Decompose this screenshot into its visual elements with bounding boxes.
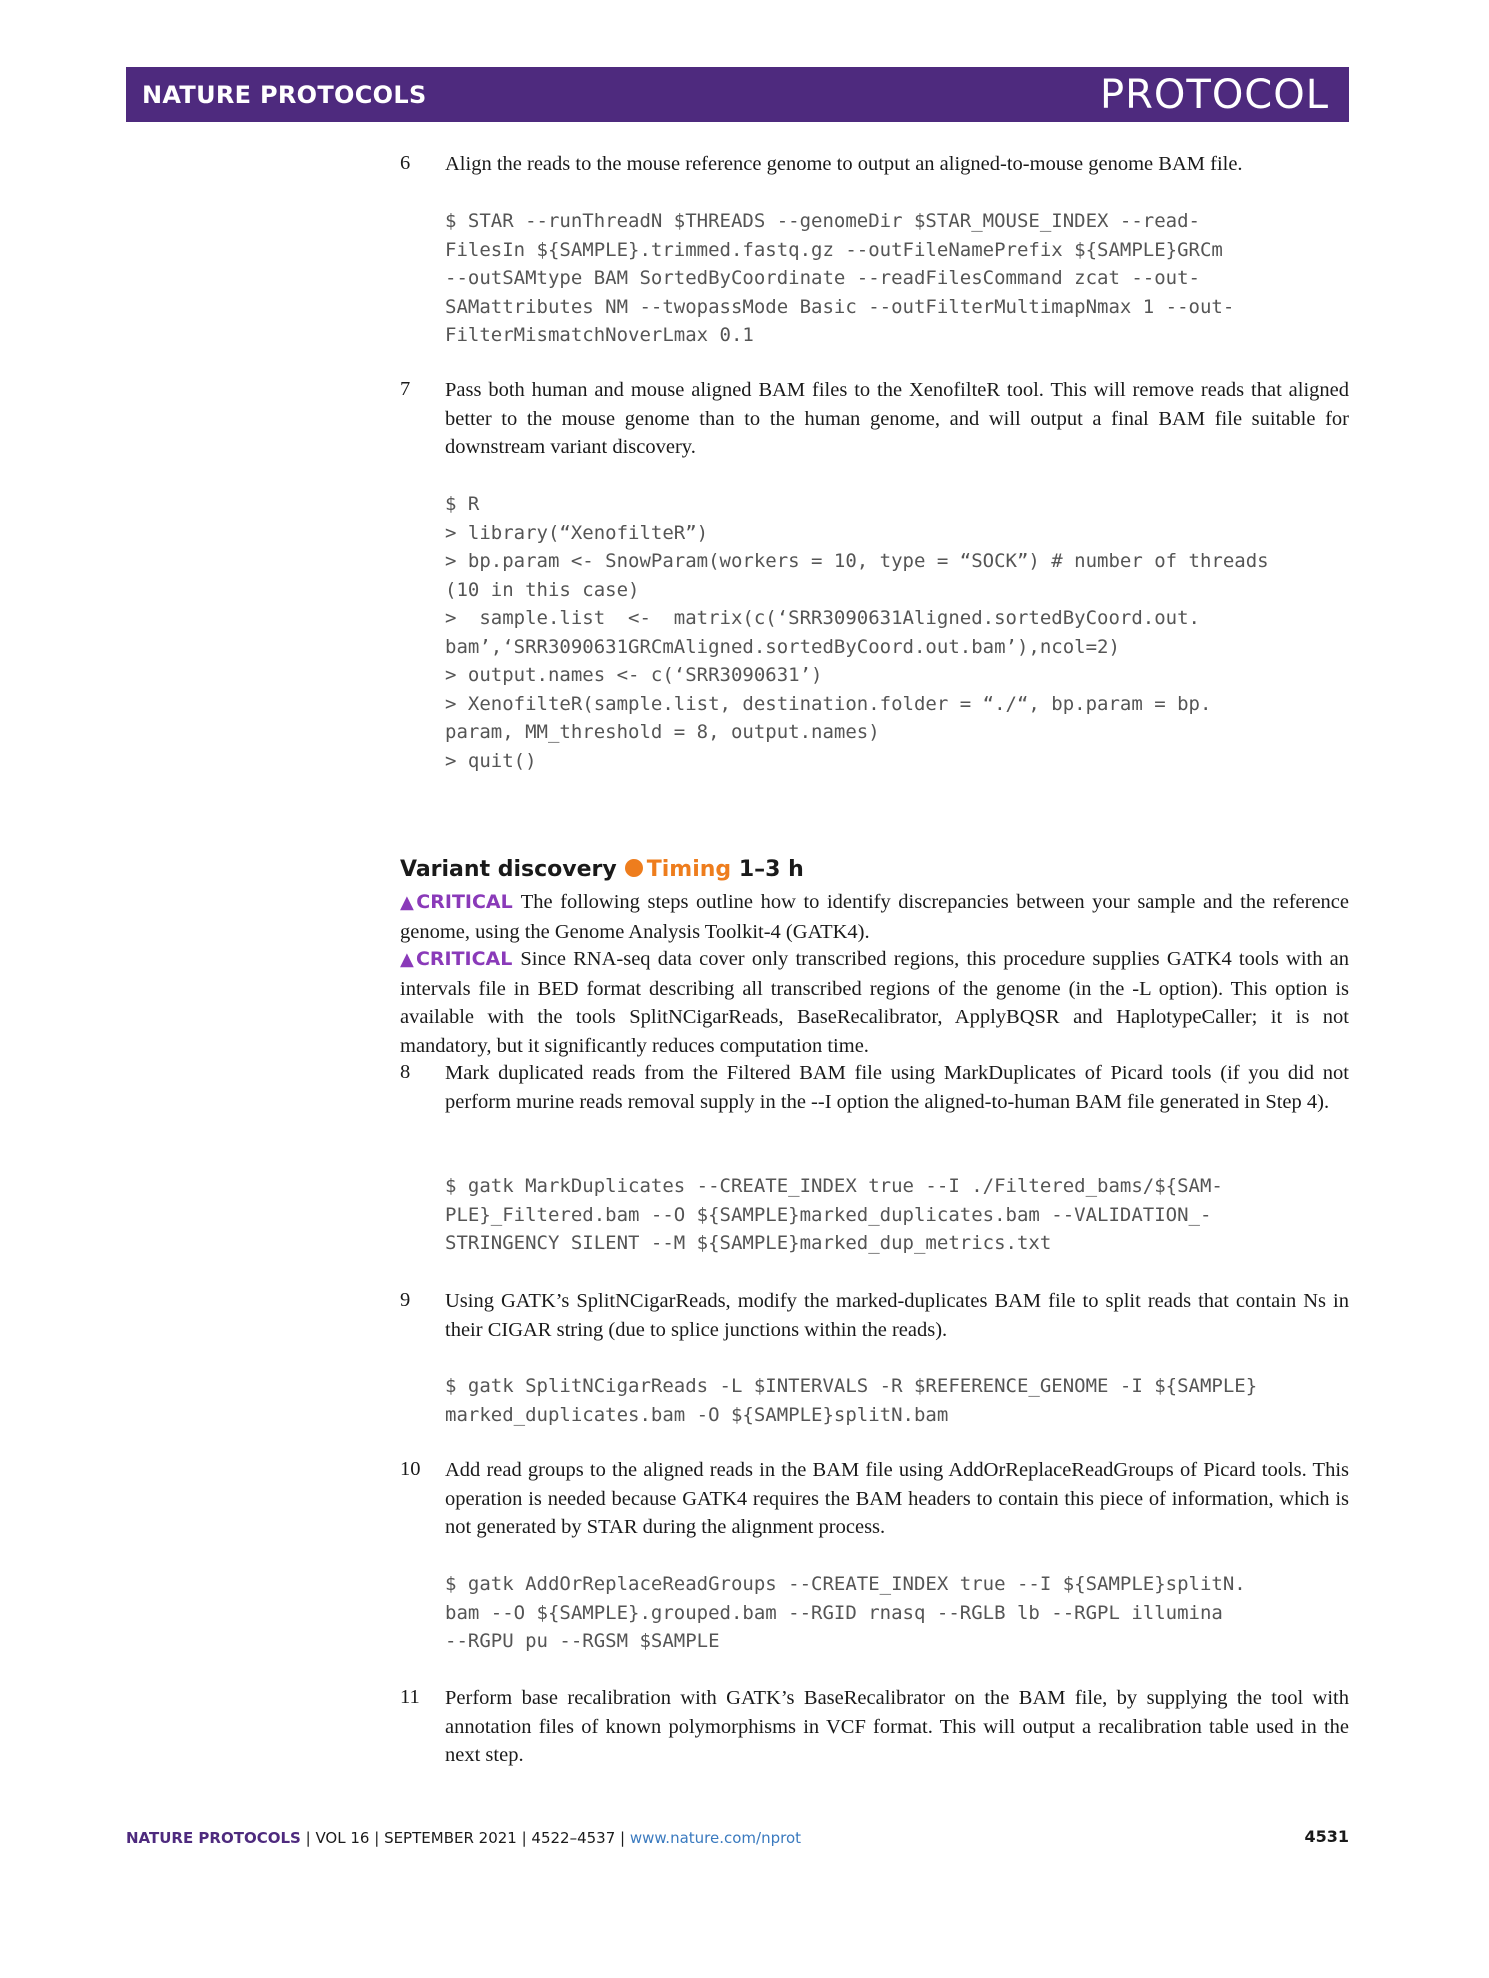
code-block: $ gatk SplitNCigarReads -L $INTERVALS -R $REFERENCE_GENOME -I ${SAMPLE} marked_duplicates.bam -O ${SAMPLE}splitN.bam [445, 1375, 1258, 1426]
footer-url-link[interactable]: www.nature.com/nprot [629, 1829, 802, 1847]
critical-note [400, 888, 1349, 946]
journal-header-bar [126, 67, 1349, 122]
step-text: Align the reads to the mouse reference genome to output an aligned-to-mouse genome BAM file. [445, 153, 1243, 175]
critical-label: ▲CRITICAL [400, 948, 513, 970]
critical-label: ▲CRITICAL [400, 891, 513, 913]
timing-value: 1–3 h [738, 857, 804, 882]
page-footer: NATURE PROTOCOLS | VOL 16 | SEPTEMBER 2021 | 4522–4537 | www.nature.com/nprot [126, 1829, 802, 1847]
article-type: PROTOCOL [1099, 72, 1329, 118]
journal-name: NATURE PROTOCOLS [142, 81, 427, 109]
section-heading [400, 857, 804, 882]
section-title: Variant discovery [400, 857, 617, 882]
footer-date: SEPTEMBER 2021 [384, 1829, 517, 1847]
step-number: 8 [400, 1061, 411, 1083]
warning-triangle-icon: ▲ [400, 949, 416, 970]
footer-volume: VOL 16 [315, 1829, 370, 1847]
critical-text: Since RNA-seq data cover only transcribed regions, this procedure supplies GATK4 tools with an intervals file in BED format describing all transcribed regions of the genome (in the -L option). This option is available with the tools SplitNCigarReads, BaseRecalibrator, ApplyBQSR and HaplotypeCaller; it is not mandatory, but it significantly reduces computation time. [400, 948, 1350, 1057]
step-text: Perform base recalibration with GATK’s BaseRecalibrator on the BAM file, by supplying the tool with annotation files of known polymorphisms in VCF format. This will output a recalibration table used in the next step. [445, 1687, 1349, 1766]
footer-journal: NATURE PROTOCOLS [126, 1829, 301, 1847]
timing-label: Timing [646, 857, 732, 882]
footer-pages: 4522–4537 [531, 1829, 616, 1847]
step-number: 11 [400, 1686, 420, 1708]
timing-dot-icon [625, 859, 643, 877]
code-block: $ R > library(“XenofilteR”) > bp.param <- SnowParam(workers = 10, type = “SOCK”) # number of threads (10 in this case) > sample.list <- matrix(c(‘SRR3090631Aligned.sortedByCoord.out. bam’,‘SRR3090631GRCmAligned.sortedByCoord.out.bam’),ncol=2) > output.names <- c(‘SRR3090631’) > XenofilteR(sample.list, destination.folder = “./“, bp.param = bp. param, MM_threshold = 8, output.names) > quit() [445, 493, 1269, 772]
step-text: Add read groups to the aligned reads in the BAM file using AddOrReplaceReadGroups of Picard tools. This operation is needed because GATK4 requires the BAM headers to contain this piece of information, which is not generated by STAR during the alignment process. [445, 1459, 1349, 1538]
code-block: $ gatk AddOrReplaceReadGroups --CREATE_INDEX true --I ${SAMPLE}splitN. bam --O ${SAMPLE}.grouped.bam --RGID rnasq --RGLB lb --RGPL illumina --RGPU pu --RGSM $SAMPLE [445, 1573, 1246, 1652]
step-number: 10 [400, 1458, 421, 1480]
warning-triangle-icon: ▲ [400, 892, 417, 913]
critical-note [400, 945, 1349, 1060]
critical-text: The following steps outline how to identify discrepancies between your sample and the reference genome, using the Genome Analysis Toolkit-4 (GATK4). [400, 891, 1349, 943]
code-block: $ gatk MarkDuplicates --CREATE_INDEX true --I ./Filtered_bams/${SAM- PLE}_Filtered.bam --O ${SAMPLE}marked_duplicates.bam --VALIDATION_- STRINGENCY SILENT --M ${SAMPLE}marked_dup_metrics.txt [445, 1175, 1223, 1254]
step-text: Mark duplicated reads from the Filtered BAM file using MarkDuplicates of Picard tools (if you did not perform murine reads removal supply in the --I option the aligned-to-human BAM file generated in Step 4). [445, 1062, 1349, 1113]
step-number: 6 [400, 152, 411, 174]
step-text: Pass both human and mouse aligned BAM files to the XenofilteR tool. This will remove reads that aligned better to the mouse genome than to the human genome, and will output a final BAM file suitable for downstream variant discovery. [445, 379, 1349, 458]
step-number: 9 [400, 1289, 411, 1311]
code-block: $ STAR --runThreadN $THREADS --genomeDir $STAR_MOUSE_INDEX --read- FilesIn ${SAMPLE}.trimmed.fastq.gz --outFileNamePrefix ${SAMPLE}GRCm --outSAMtype BAM SortedByCoordinate --readFilesCommand zcat --out- SAMattributes NM --twopassMode Basic --outFilterMultimapNmax 1 --out- FilterMismatchNoverLmax 0.1 [445, 210, 1235, 346]
step-text: Using GATK’s SplitNCigarReads, modify the marked-duplicates BAM file to split reads that contain Ns in their CIGAR string (due to splice junctions within the reads). [445, 1290, 1349, 1341]
step-number: 7 [400, 378, 411, 400]
page-number: 4531 [1304, 1827, 1349, 1846]
